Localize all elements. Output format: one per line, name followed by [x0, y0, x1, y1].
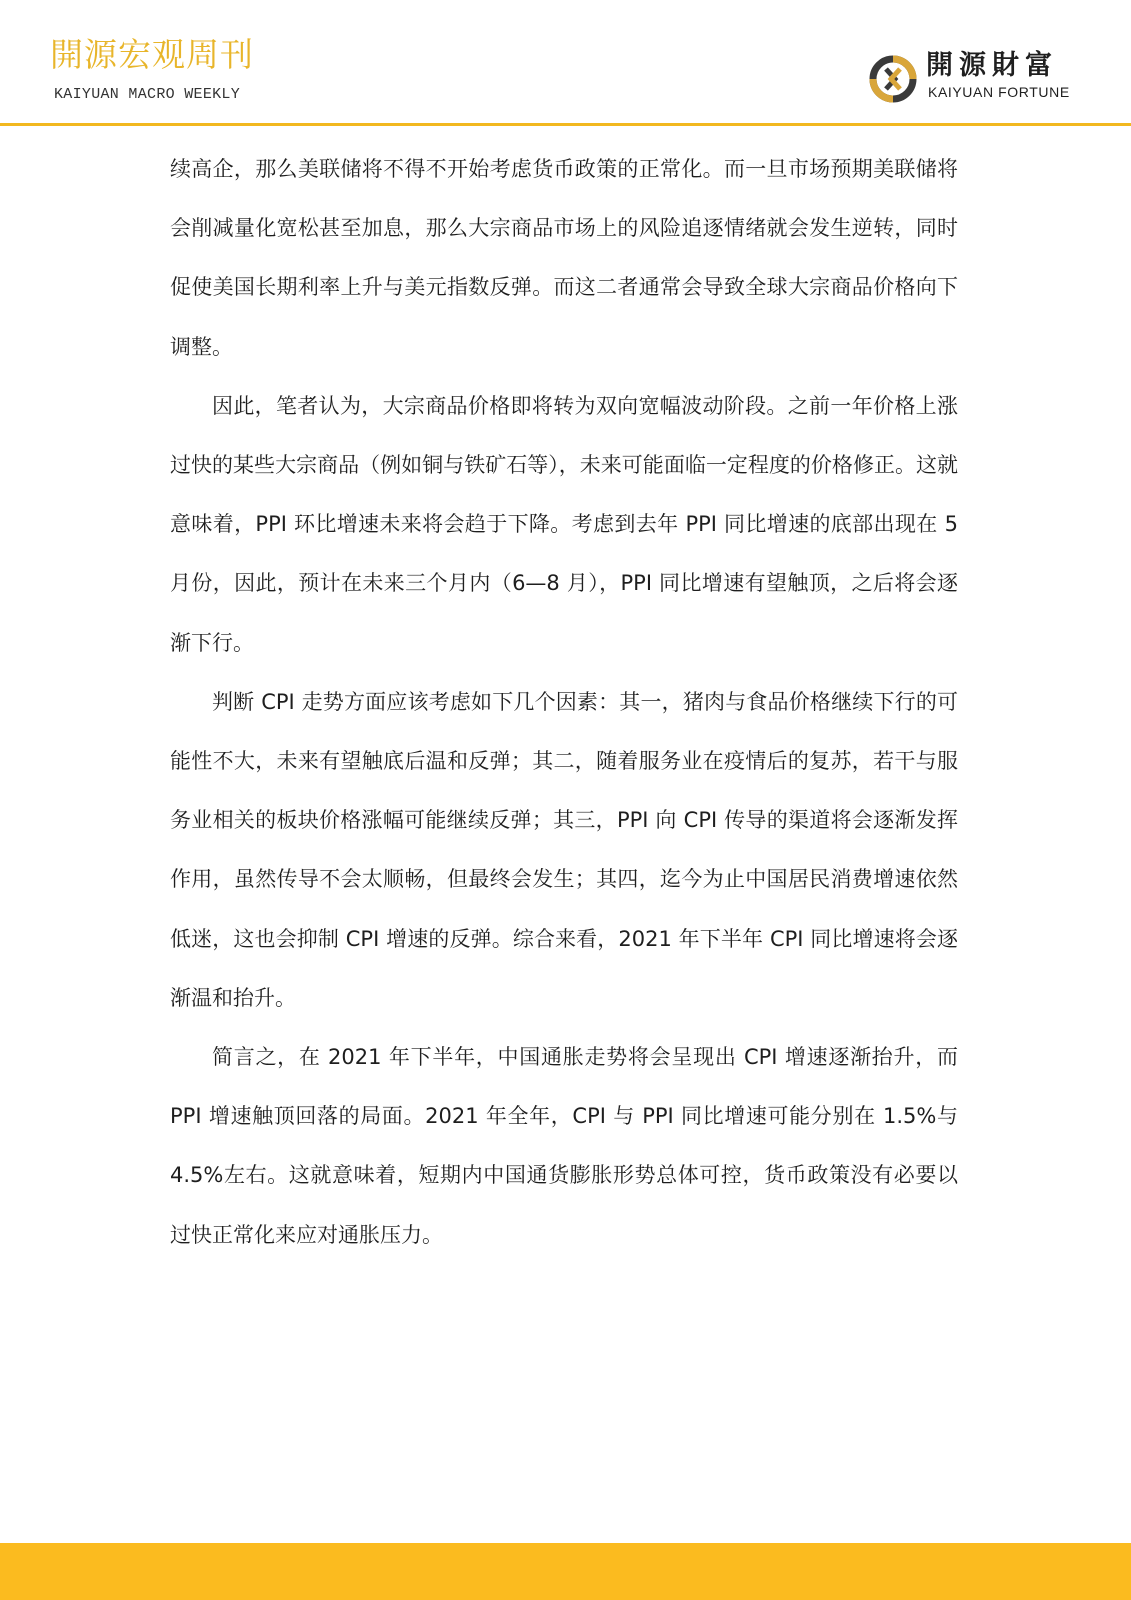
- paragraph: 因此，笔者认为，大宗商品价格即将转为双向宽幅波动阶段。之前一年价格上涨过快的某些大宗商品（例如铜与铁矿石等），未来可能面临一定程度的价格修正。这就意味着，PPI 环比增速未来将会趋于下降。考虑到去年 PPI 同比增速的底部出现在 5 月份，因此，预计在未来三个月内（6—8 月），PPI 同比增速有望触顶，之后将会逐渐下行。: [170, 393, 958, 655]
- kaiyuan-fortune-logo-icon: [868, 54, 918, 104]
- paragraph: 简言之，在 2021 年下半年，中国通胀走势将会呈现出 CPI 增速逐渐抬升，而 PPI 增速触顶回落的局面。2021 年全年，CPI 与 PPI 同比增速可能分别在 1.5%与 4.5%左右。这就意味着，短期内中国通货膨胀形势总体可控，货币政策没有必要以过快正常化来应对通胀压力。: [170, 1045, 958, 1247]
- publication-subtitle: KAIYUAN MACRO WEEKLY: [54, 86, 241, 103]
- page-header: [0, 0, 1131, 126]
- footer-bar: [0, 1543, 1131, 1600]
- header-divider: [0, 123, 1131, 126]
- publication-title: 開源宏观周刊: [50, 35, 254, 74]
- brand-name: 開源財富: [926, 50, 1058, 81]
- brand-block: [868, 52, 1088, 108]
- brand-name-english: KAIYUAN FORTUNE: [928, 84, 1070, 100]
- paragraph: 续高企，那么美联储将不得不开始考虑货币政策的正常化。而一旦市场预期美联储将会削减量化宽松甚至加息，那么大宗商品市场上的风险追逐情绪就会发生逆转，同时促使美国长期利率上升与美元指数反弹。而这二者通常会导致全球大宗商品价格向下调整。: [170, 157, 958, 359]
- paragraph: 判断 CPI 走势方面应该考虑如下几个因素：其一，猪肉与食品价格继续下行的可能性不大，未来有望触底后温和反弹；其二，随着服务业在疫情后的复苏，若干与服务业相关的板块价格涨幅可能继续反弹；其三，PPI 向 CPI 传导的渠道将会逐渐发挥作用，虽然传导不会太顺畅，但最终会发生；其四，迄今为止中国居民消费增速依然低迷，这也会抑制 CPI 增速的反弹。综合来看，2021 年下半年 CPI 同比增速将会逐渐温和抬升。: [170, 689, 958, 1010]
- article-body: [170, 140, 958, 1265]
